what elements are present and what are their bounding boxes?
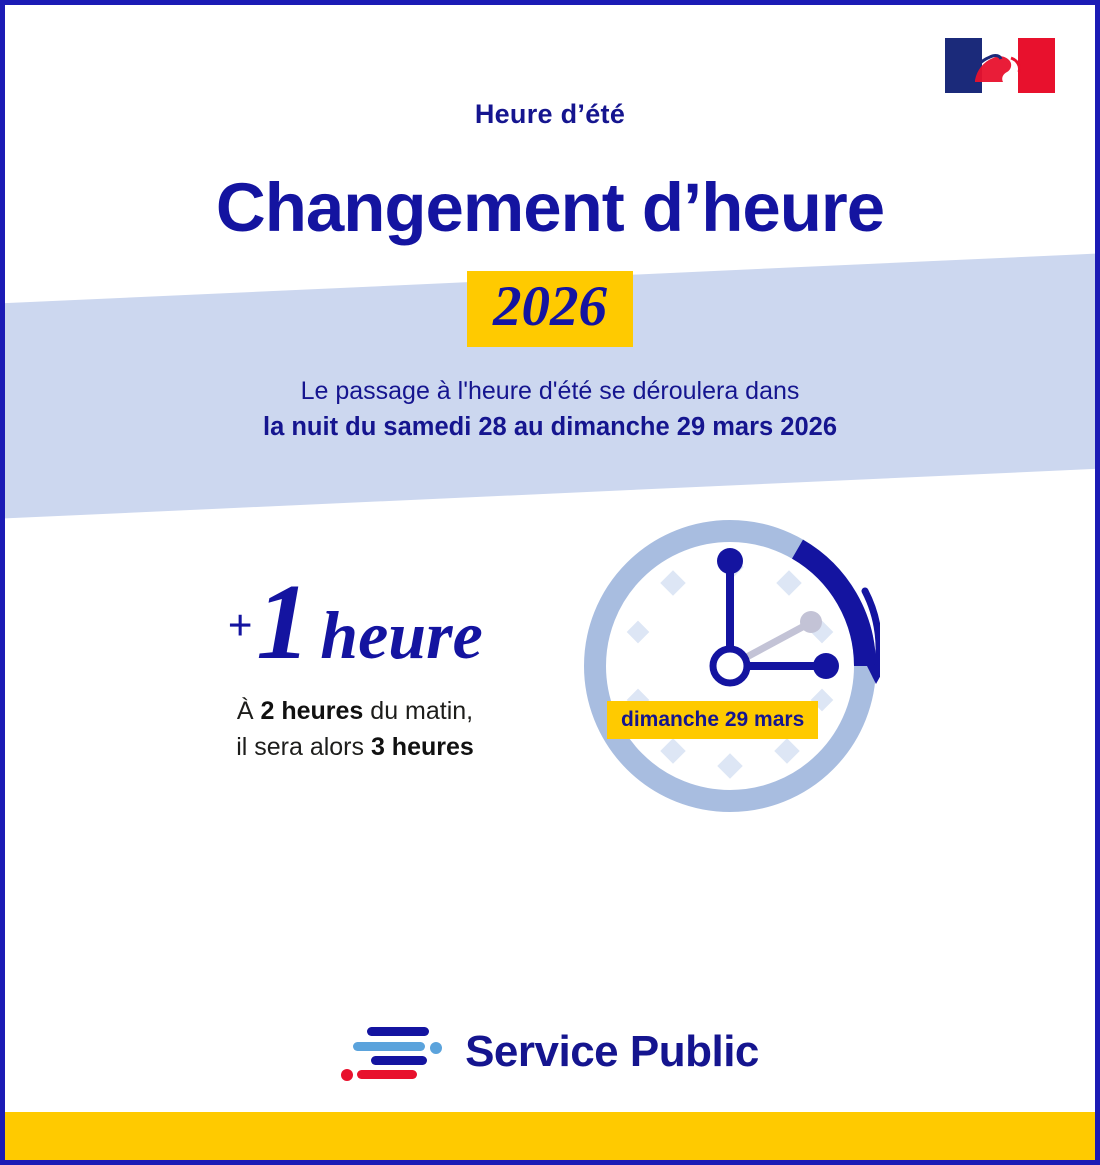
shift-detail-line-1: [155, 693, 555, 729]
bottom-accent-bar: [5, 1112, 1095, 1160]
time-shift-section: [5, 506, 1095, 866]
poster-subtitle: [5, 373, 1095, 446]
shift-detail-1-post: du matin,: [363, 697, 474, 726]
shift-detail-1-bold: 2 heures: [260, 697, 364, 726]
clock-date-badge: dimanche 29 mars: [607, 701, 818, 739]
shift-detail-1-pre: À: [236, 697, 261, 726]
shift-detail-2-bold: 3 heures: [370, 733, 474, 762]
poster-kicker: Heure d’été: [474, 99, 626, 129]
subtitle-line-2: la nuit du samedi 28 au dimanche 29 mars 2026: [263, 413, 837, 442]
marianne-profile-icon: [967, 44, 1033, 88]
shift-detail: [155, 693, 555, 766]
shift-amount: [155, 561, 555, 685]
year-badge-wrapper: [5, 271, 1095, 347]
service-public-logo-label: Service Public: [465, 1027, 759, 1076]
french-republic-marianne-logo: [945, 38, 1055, 93]
year-badge: 2026: [467, 271, 633, 347]
footer-logo[interactable]: [5, 1019, 1095, 1085]
shift-unit: heure: [320, 597, 483, 674]
shift-detail-line-2: [155, 729, 555, 765]
clock-illustration: [580, 516, 880, 816]
shift-detail-2-pre: il sera alors: [236, 733, 371, 762]
poster-content: [5, 5, 1095, 866]
shift-number: 1: [256, 563, 309, 683]
shift-plus-sign: +: [227, 601, 253, 651]
subtitle-line-1: Le passage à l'heure d'été se déroulera dans: [300, 376, 800, 405]
page-title: Changement d’heure: [215, 169, 885, 246]
service-public-logo-icon: [341, 1019, 447, 1085]
clock-face-icon: [580, 516, 880, 816]
time-shift-text-block: [155, 561, 555, 766]
